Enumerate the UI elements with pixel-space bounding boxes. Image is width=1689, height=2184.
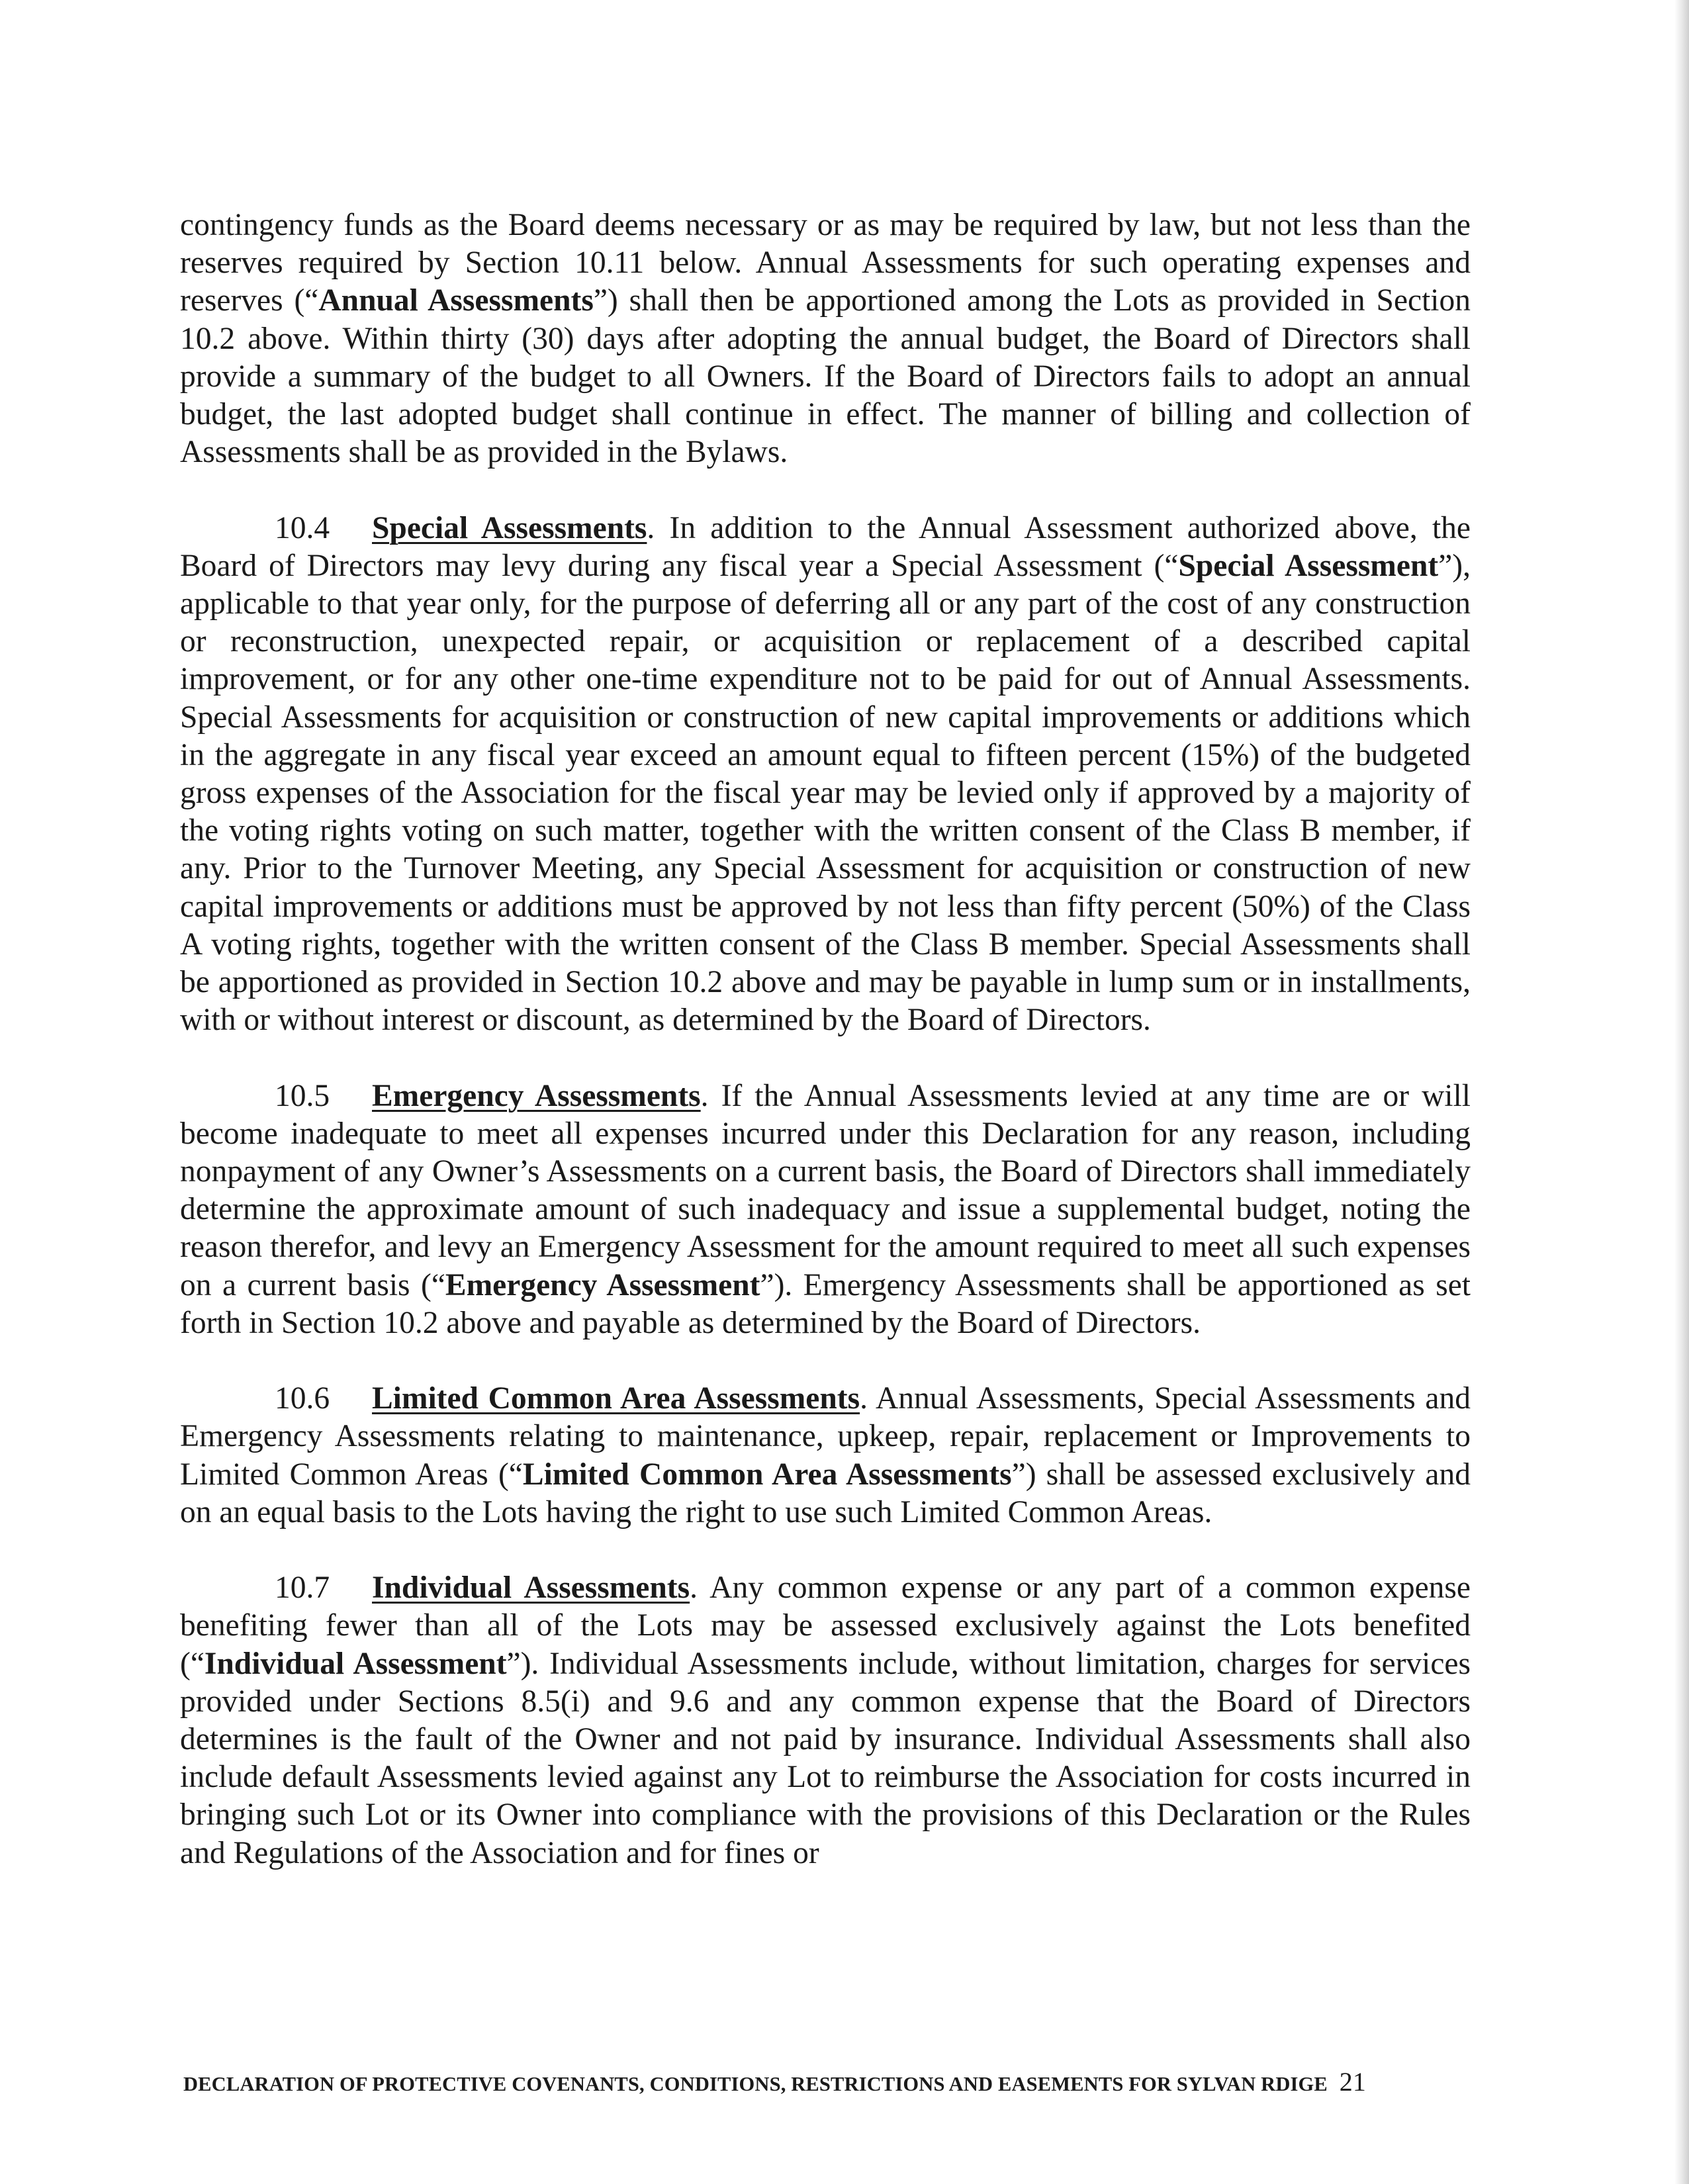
section-heading: Special Assessments — [372, 510, 647, 545]
defined-term: Special Assessment — [1178, 548, 1439, 583]
section-heading: Individual Assessments — [372, 1570, 690, 1606]
section-heading: Emergency Assessments — [372, 1078, 701, 1113]
section-paragraph: 10.6 Limited Common Area Assessments. Annual Assessments, Special Assessments and Emergency Assessments relating to maintenance, upkeep, repair, replacement or Improvements to Limited Common Areas (“Limited Common Area Assessments”) shall be assessed exclusively and on an equal basis to the Lots having the right to use such Limited Common Areas. — [180, 1381, 1471, 1529]
defined-term: Annual Assessments — [318, 283, 594, 318]
defined-term: Emergency Assessment — [445, 1267, 760, 1302]
section-number: 10.7 — [275, 1570, 330, 1606]
page-number: 21 — [1339, 2067, 1367, 2097]
document-body — [180, 206, 1471, 1910]
defined-term: Individual Assessment — [204, 1646, 507, 1681]
paragraph-text: ”) shall then be apportioned among the Lots as provided in Section 10.2 above. Within thirty (30) days after adopting the annual budget, the Board of Directors shall provide a summary of the budget to all Owners. If the Board of Directors fails to adopt an annual budget, the last adopted budget shall continue in effect. The manner of billing and collection of Assessments shall be as provided in the Bylaws. — [180, 283, 1471, 470]
section-paragraph: 10.5 Emergency Assessments. If the Annual Assessments levied at any time are or will become inadequate to meet all expenses incurred under this Declaration for any reason, including nonpayment of any Owner’s Assessments on a current basis, the Board of Directors shall immediately determine the approximate amount of such inadequacy and issue a supplemental budget, noting the reason therefor, and levy an Emergency Assessment for the amount required to meet all such expenses on a current basis (“Emergency Assessment”). Emergency Assessments shall be apportioned as set forth in Section 10.2 above and payable as determined by the Board of Directors. — [180, 1078, 1471, 1340]
paragraph-text: In addition to the Annual Assessment authorized above, the Board of Directors may levy during any fiscal year a Special Assessment (“ — [180, 510, 1471, 583]
paragraph-text: If the Annual Assessments levied at any time are or will become inadequate to meet all expenses incurred under this Declaration for any reason, including nonpayment of any Owner’s Assessments on a current basis, the Board of Directors shall immediately determine the approximate amount of such inadequacy and issue a supplemental budget, noting the reason therefor, and levy an Emergency Assessment for the amount required to meet all such expenses on a current basis (“ — [180, 1078, 1471, 1302]
section-number: 10.6 — [275, 1381, 330, 1416]
defined-term: Limited Common Area Assessments — [522, 1457, 1012, 1492]
paragraph-text: ”). Individual Assessments include, without limitation, charges for services provided under Sections 8.5(i) and 9.6 and any common expense that the Board of Directors determines is the fault of the Owner and not paid by insurance. Individual Assessments shall also include default Assessments levied against any Lot to reimburse the Association for costs incurred in bringing such Lot or its Owner into compliance with the provisions of this Declaration or the Rules and Regulations of the Association and for fines or — [180, 1646, 1471, 1870]
section-number: 10.4 — [275, 510, 330, 545]
paragraph-text: contingency funds as the Board deems necessary or as may be required by law, but not less than the reserves required by Section 10.11 below. Annual Assessments for such operating expenses and reserves (“ — [180, 208, 1471, 318]
section-paragraph: 10.7 Individual Assessments. Any common expense or any part of a common expense benefiting fewer than all of the Lots may be assessed exclusively against the Lots benefited (“Individual Assessment”). Individual Assessments include, without limitation, charges for services provided under Sections 8.5(i) and 9.6 and any common expense that the Board of Directors determines is the fault of the Owner and not paid by insurance. Individual Assessments shall also include default Assessments levied against any Lot to reimburse the Association for costs incurred in bringing such Lot or its Owner into compliance with the provisions of this Declaration or the Rules and Regulations of the Association and for fines or — [180, 1570, 1471, 1870]
scan-page-edge — [1674, 0, 1689, 2184]
continuation-paragraph — [180, 206, 1471, 471]
section-heading: Limited Common Area Assessments — [372, 1381, 860, 1416]
paragraph-text: Any common expense or any part of a common expense benefiting fewer than all of the Lots may be assessed exclusively against the Lots benefited (“ — [180, 1570, 1471, 1681]
paragraph-text: Annual Assessments, Special Assessments and Emergency Assessments relating to maintenance, upkeep, repair, replacement or Improvements to Limited Common Areas (“ — [180, 1381, 1471, 1492]
section-number: 10.5 — [275, 1078, 330, 1113]
paragraph-text: ”) shall be assessed exclusively and on an equal basis to the Lots having the right to use such Limited Common Areas. — [180, 1457, 1471, 1529]
footer-title: DECLARATION OF PROTECTIVE COVENANTS, CONDITIONS, RESTRICTIONS AND EASEMENTS FOR SYLVAN RDIGE — [183, 2073, 1328, 2095]
paragraph-text: ”), applicable to that year only, for the purpose of deferring all or any part of the cost of any construction or reconstruction, unexpected repair, or acquisition or replacement of a described capital improvement, or for any other one-time expenditure not to be paid for out of Annual Assessments. Special Assessments for acquisition or construction of new capital improvements or additions which in the aggregate in any fiscal year exceed an amount equal to fifteen percent (15%) of the budgeted gross expenses of the Association for the fiscal year may be levied only if approved by a majority of the voting rights voting on such matter, together with the written consent of the Class B member, if any. Prior to the Turnover Meeting, any Special Assessment for acquisition or construction of new capital improvements or additions must be approved by not less than fifty percent (50%) of the Class A voting rights, together with the written consent of the Class B member. Special Assessments shall be apportioned as provided in Section 10.2 above and may be payable in lump sum or in installments, with or without interest or discount, as determined by the Board of Directors. — [180, 548, 1471, 1038]
section-paragraph: 10.4 Special Assessments. In addition to the Annual Assessment authorized above, the Board of Directors may levy during any fiscal year a Special Assessment (“Special Assessment”), applicable to that year only, for the purpose of deferring all or any part of the cost of any construction or reconstruction, unexpected repair, or acquisition or replacement of a described capital improvement, or for any other one-time expenditure not to be paid for out of Annual Assessments. Special Assessments for acquisition or construction of new capital improvements or additions which in the aggregate in any fiscal year exceed an amount equal to fifteen percent (15%) of the budgeted gross expenses of the Association for the fiscal year may be levied only if approved by a majority of the voting rights voting on such matter, together with the written consent of the Class B member, if any. Prior to the Turnover Meeting, any Special Assessment for acquisition or construction of new capital improvements or additions must be approved by not less than fifty percent (50%) of the Class A voting rights, together with the written consent of the Class B member. Special Assessments shall be apportioned as provided in Section 10.2 above and may be payable in lump sum or in installments, with or without interest or discount, as determined by the Board of Directors. — [180, 510, 1471, 1038]
page-footer — [183, 2066, 1474, 2097]
paragraph-text: ”). Emergency Assessments shall be apportioned as set forth in Section 10.2 above and payable as determined by the Board of Directors. — [180, 1267, 1471, 1340]
